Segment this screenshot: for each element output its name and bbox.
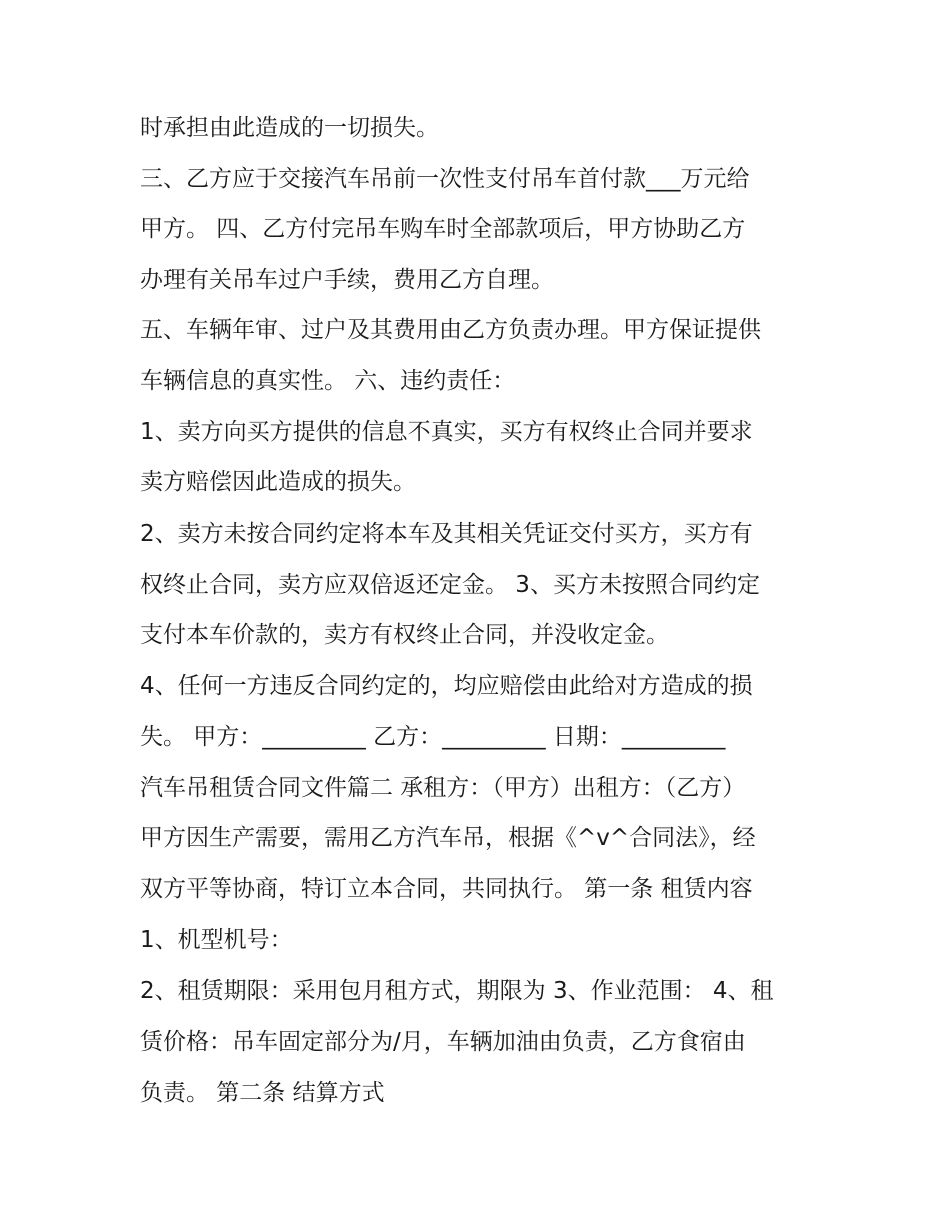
text-line: 权终止合同，卖方应双倍返还定金。 3、买方未按照合同约定 (140, 572, 760, 598)
text-line: 赁价格：吊车固定部分为/月，车辆加油由负责，乙方食宿由 (140, 1029, 746, 1055)
text-line: 2、卖方未按合同约定将本车及其相关凭证交付买方，买方有 (140, 521, 753, 547)
text-line: 1、机型机号： (140, 927, 293, 953)
text-line: 时承担由此造成的一切损失。 (140, 115, 439, 141)
text-line: 汽车吊租赁合同文件篇二 承租方：（甲方）出租方：（乙方） (140, 775, 746, 801)
text-line: 双方平等协商，特订立本合同，共同执行。 第一条 租赁内容 (140, 876, 753, 902)
text-line: 车辆信息的真实性。 六、违约责任： (140, 368, 516, 394)
text-line: 支付本车价款的，卖方有权终止合同，并没收定金。 (140, 622, 669, 648)
text-line: 失。 甲方：_________ 乙方：_________ 日期：_________ (140, 724, 726, 750)
text-line: 办理有关吊车过户手续，费用乙方自理。 (140, 267, 554, 293)
text-line: 五、车辆年审、过户及其费用由乙方负责办理。甲方保证提供 (140, 317, 761, 343)
text-line: 卖方赔偿因此造成的损失。 (140, 469, 416, 495)
text-line: 负责。 第二条 结算方式 (140, 1080, 385, 1106)
text-line: 甲方因生产需要，需用乙方汽车吊，根据《^v^合同法》，经 (140, 825, 756, 851)
text-line: 4、任何一方违反合同约定的，均应赔偿由此给对方造成的损 (140, 673, 753, 699)
text-line: 甲方。 四、乙方付完吊车购车时全部款项后，甲方协助乙方 (140, 216, 746, 242)
text-line: 2、租赁期限：采用包月租方式，期限为 3、作业范围： 4、租 (140, 978, 774, 1004)
text-line: 三、乙方应于交接汽车吊前一次性支付吊车首付款___万元给 (140, 166, 750, 192)
text-line: 1、卖方向买方提供的信息不真实，买方有权终止合同并要求 (140, 419, 753, 445)
